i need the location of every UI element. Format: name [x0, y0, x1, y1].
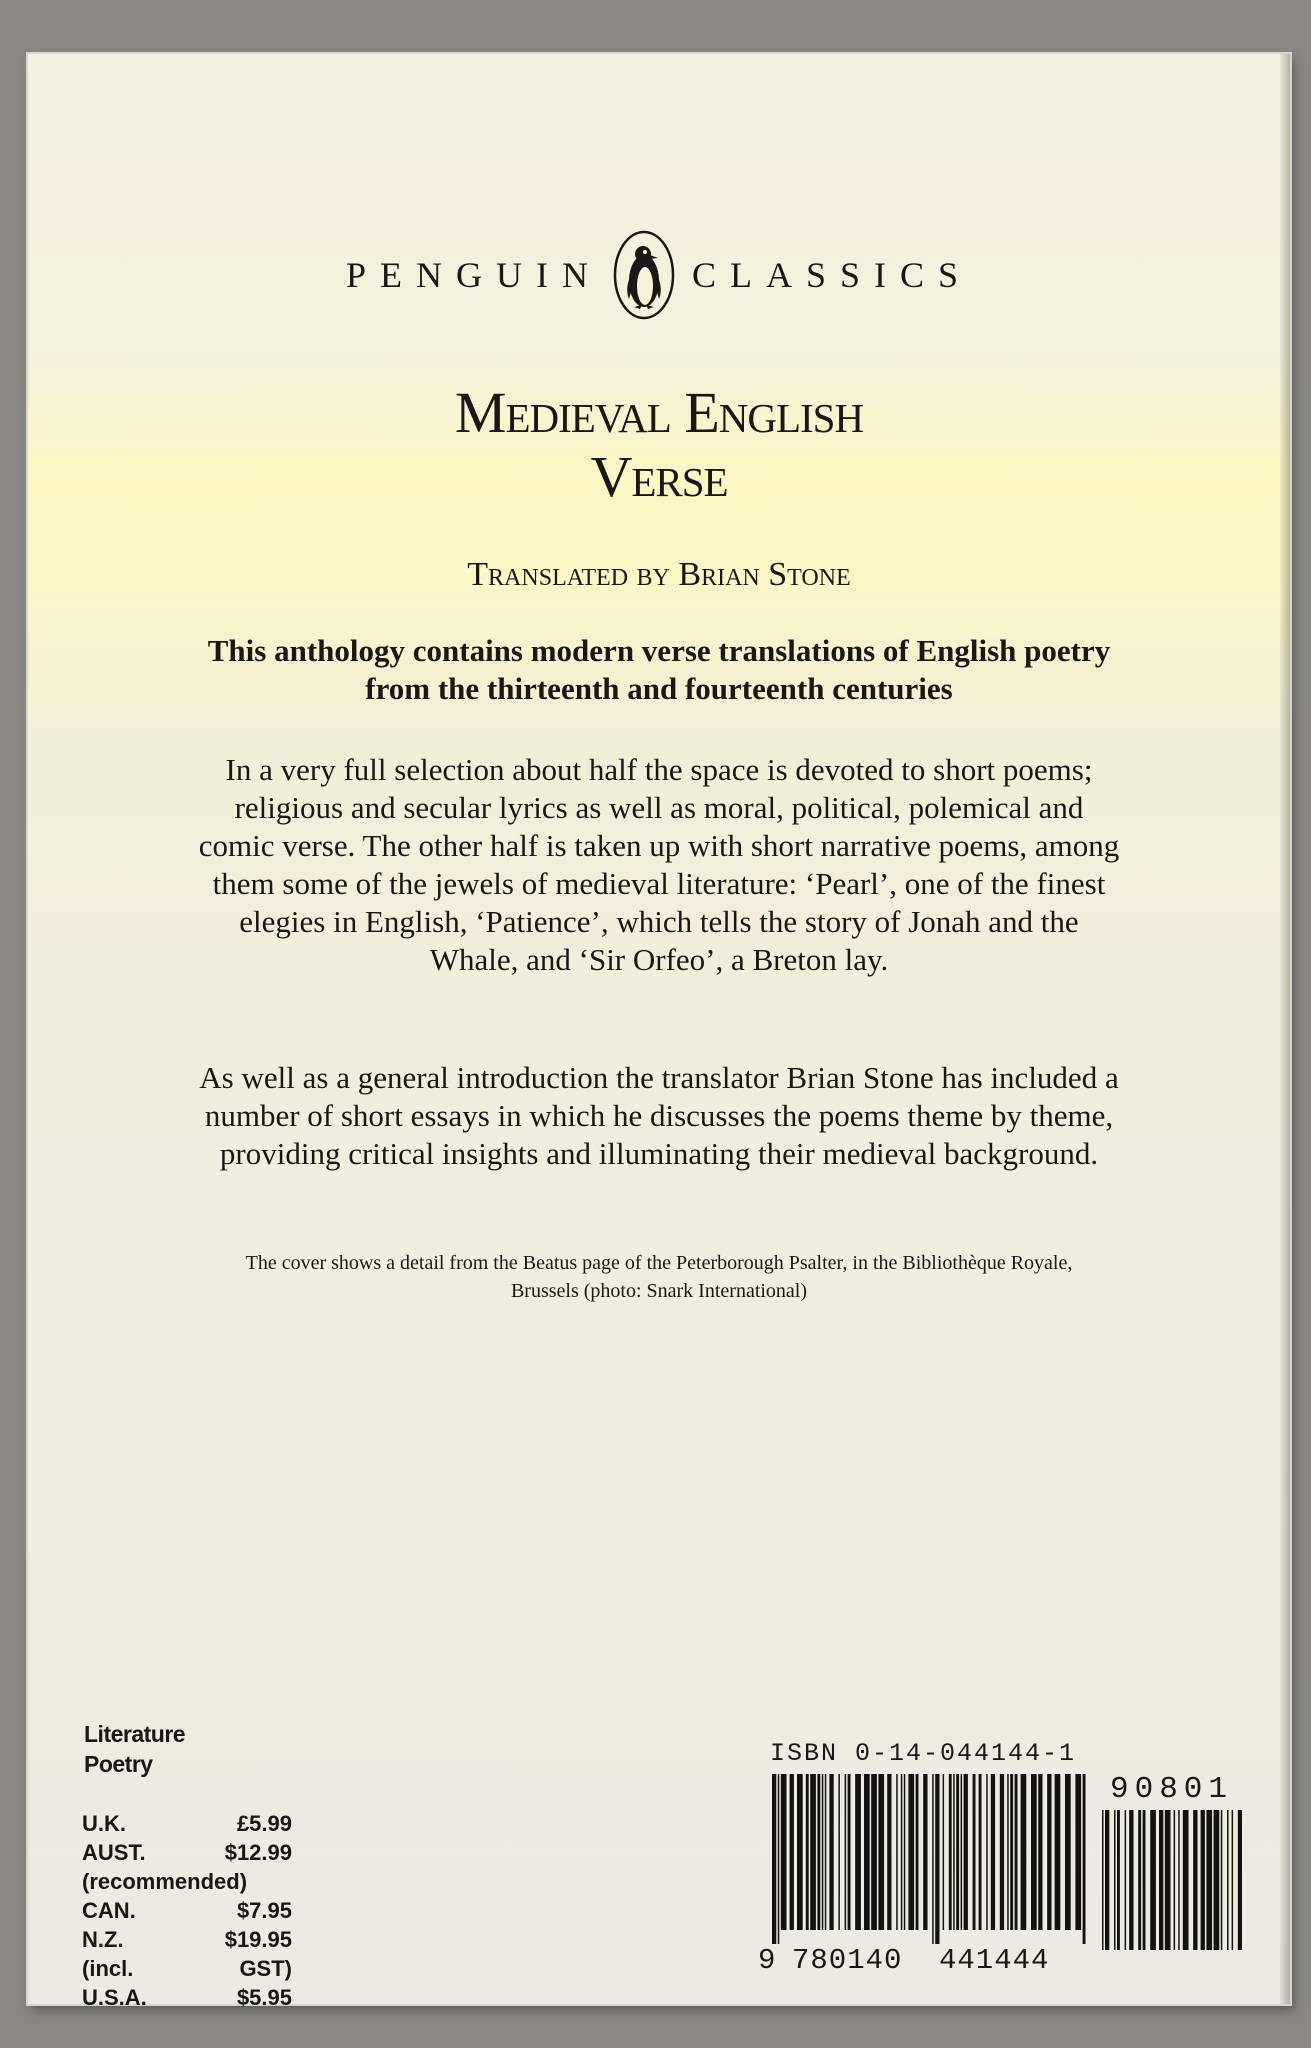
- barcode-bar: [1165, 1810, 1171, 1950]
- price-value: GST): [239, 1956, 292, 1981]
- price-row: [82, 1809, 292, 1838]
- barcode-bar: [916, 1774, 919, 1930]
- barcode-bar: [825, 1774, 827, 1930]
- barcode-bar: [1201, 1810, 1205, 1950]
- barcode-bar: [1038, 1774, 1042, 1930]
- barcode-bar: [904, 1774, 906, 1930]
- addon-barcode: [1100, 1810, 1242, 1964]
- barcode-bar: [1055, 1774, 1061, 1930]
- barcode-bar: [810, 1774, 816, 1930]
- price-row: [82, 1925, 292, 1954]
- price-addon-number: 90801: [1110, 1772, 1234, 1807]
- barcode-bar: [1015, 1774, 1018, 1930]
- price-value: $7.95: [236, 1898, 292, 1923]
- barcode-bar: [864, 1774, 870, 1930]
- price-list: [82, 1809, 292, 2012]
- barcode-bar: [986, 1774, 988, 1930]
- price-region: AUST.: [82, 1840, 146, 1865]
- price-row: [82, 1983, 292, 2012]
- barcode-bar: [1193, 1810, 1197, 1950]
- book-back-cover: [28, 54, 1290, 2010]
- barcode-bar: [1138, 1810, 1141, 1950]
- price-region: U.K.: [82, 1811, 126, 1836]
- book-title: [28, 381, 1290, 509]
- barcode-bar: [855, 1774, 861, 1930]
- price-row: [82, 1896, 292, 1925]
- price-row: [82, 1838, 292, 1867]
- ean-first-digit: 9: [758, 1944, 776, 1977]
- barcode-bar: [979, 1774, 982, 1930]
- barcode-bar: [1125, 1810, 1127, 1950]
- barcode-bar: [838, 1774, 840, 1930]
- barcode-bar: [878, 1774, 884, 1930]
- price-region: (recommended): [82, 1869, 248, 1894]
- barcode-bar: [1117, 1810, 1120, 1950]
- barcode-bar: [923, 1774, 927, 1930]
- barcode-bar: [1214, 1810, 1220, 1950]
- category-literature: Literature: [84, 1721, 186, 1747]
- barcode-bar: [1178, 1810, 1180, 1950]
- barcode-bar: [790, 1774, 794, 1930]
- barcode-bar: [1183, 1810, 1189, 1950]
- barcode-bar: [806, 1774, 809, 1930]
- barcode-bar: [964, 1774, 968, 1930]
- barcode-bar: [1075, 1774, 1081, 1930]
- barcode-bar: [887, 1774, 891, 1930]
- price-region: N.Z.: [82, 1927, 124, 1952]
- barcode-bar: [943, 1774, 945, 1930]
- barcode-bar: [1150, 1810, 1156, 1950]
- barcode-bar: [949, 1774, 952, 1930]
- barcode-bar: [871, 1774, 877, 1930]
- blurb-paragraph-1: In a very full selection about half the space is devoted to short poems; religious and secular lyrics as well as moral, political, polemical and comic verse. The other half is taken up with short narrative poems, among them some of the jewels of medieval literature: ‘Pearl’, one of the finest elegies in English, ‘Patience’, which tells the story of Jonah and the Whale, and ‘Sir Orfeo’, a Breton lay.: [198, 752, 1120, 977]
- isbn-label: ISBN 0-14-044144-1: [770, 1739, 1077, 1768]
- lead-paragraph: This anthology contains modern verse translations of English poetry from the thirteenth and fourteenth centuries: [207, 633, 1111, 706]
- cover-credit: The cover shows a detail from the Beatus page of the Peterborough Psalter, in the Bibliothèque Royale, Brussels (photo: Snark International): [245, 1252, 1073, 1302]
- blurb-paragraph-2: As well as a general introduction the translator Brian Stone has included a number of short essays in which he discusses the poems theme by theme, providing critical insights and illuminating their medieval background.: [199, 1060, 1119, 1171]
- ean-right-digits: 441444: [939, 1944, 1050, 1977]
- barcode-bar: [935, 1774, 939, 1944]
- penguin-icon: [612, 229, 676, 321]
- barcode-bar: [797, 1774, 803, 1930]
- price-region: (incl.: [82, 1956, 134, 1981]
- barcode-bar: [848, 1774, 851, 1930]
- barcode-bar: [1221, 1810, 1223, 1950]
- ean-barcode: [770, 1774, 1090, 1944]
- barcode-bar: [1065, 1774, 1071, 1930]
- barcode-bar: [1232, 1810, 1234, 1950]
- category-labels: [84, 1719, 185, 1779]
- barcode-bar: [1159, 1810, 1163, 1950]
- barcode-bar: [1114, 1810, 1116, 1950]
- barcode-bar: [1174, 1810, 1176, 1950]
- barcode-bar: [953, 1774, 955, 1930]
- price-region: CAN.: [82, 1898, 136, 1923]
- barcode-bar: [908, 1774, 914, 1930]
- barcode-bar: [991, 1774, 995, 1930]
- barcode-bar: [817, 1774, 820, 1930]
- barcode-bar: [961, 1774, 963, 1930]
- barcode-bar: [1047, 1774, 1051, 1930]
- barcode-bar: [772, 1774, 776, 1944]
- translator-credit: Translated by Brian Stone: [467, 556, 851, 593]
- barcode-bar: [1007, 1774, 1009, 1930]
- barcode-bar: [829, 1774, 833, 1930]
- barcode-bar: [778, 1774, 780, 1944]
- series-header: [28, 229, 1290, 321]
- price-row: [82, 1867, 292, 1896]
- barcode-bar: [1105, 1810, 1109, 1950]
- barcode-bar: [1102, 1810, 1104, 1950]
- price-region: U.S.A.: [82, 1985, 147, 2010]
- barcode-bar: [973, 1774, 976, 1930]
- price-value: $5.95: [236, 1985, 292, 2010]
- price-value: $19.95: [224, 1927, 292, 1952]
- barcode-bar: [822, 1774, 824, 1930]
- barcode-bar: [781, 1774, 787, 1930]
- price-value: £5.99: [236, 1811, 292, 1836]
- price-row: [82, 1954, 292, 1983]
- barcode-bar: [1238, 1810, 1242, 1950]
- title-line-1: Medieval English: [454, 380, 864, 445]
- category-poetry: Poetry: [84, 1751, 153, 1777]
- barcode-bar: [1021, 1774, 1027, 1930]
- barcode-bar: [1083, 1774, 1086, 1944]
- barcode-bar: [1129, 1810, 1133, 1950]
- barcode-bar: [1000, 1774, 1004, 1930]
- barcode-bar: [1143, 1810, 1146, 1950]
- barcode-bar: [1206, 1810, 1212, 1950]
- ean-left-digits: 780140: [792, 1944, 903, 1977]
- barcode-bar: [1031, 1774, 1037, 1930]
- barcode-bar: [1010, 1774, 1013, 1930]
- barcode-bar: [845, 1774, 847, 1930]
- barcode-bar: [896, 1774, 898, 1930]
- series-right-word: CLASSICS: [691, 255, 973, 295]
- spine-edge: [1280, 54, 1290, 2004]
- barcode-bar: [956, 1774, 959, 1930]
- barcode-bar: [932, 1774, 934, 1944]
- barcode-bar: [1227, 1810, 1229, 1950]
- barcode-bar: [901, 1774, 903, 1930]
- series-left-word: PENGUIN: [345, 255, 602, 295]
- price-value: $12.99: [224, 1840, 292, 1865]
- title-line-2: Verse: [590, 444, 728, 509]
